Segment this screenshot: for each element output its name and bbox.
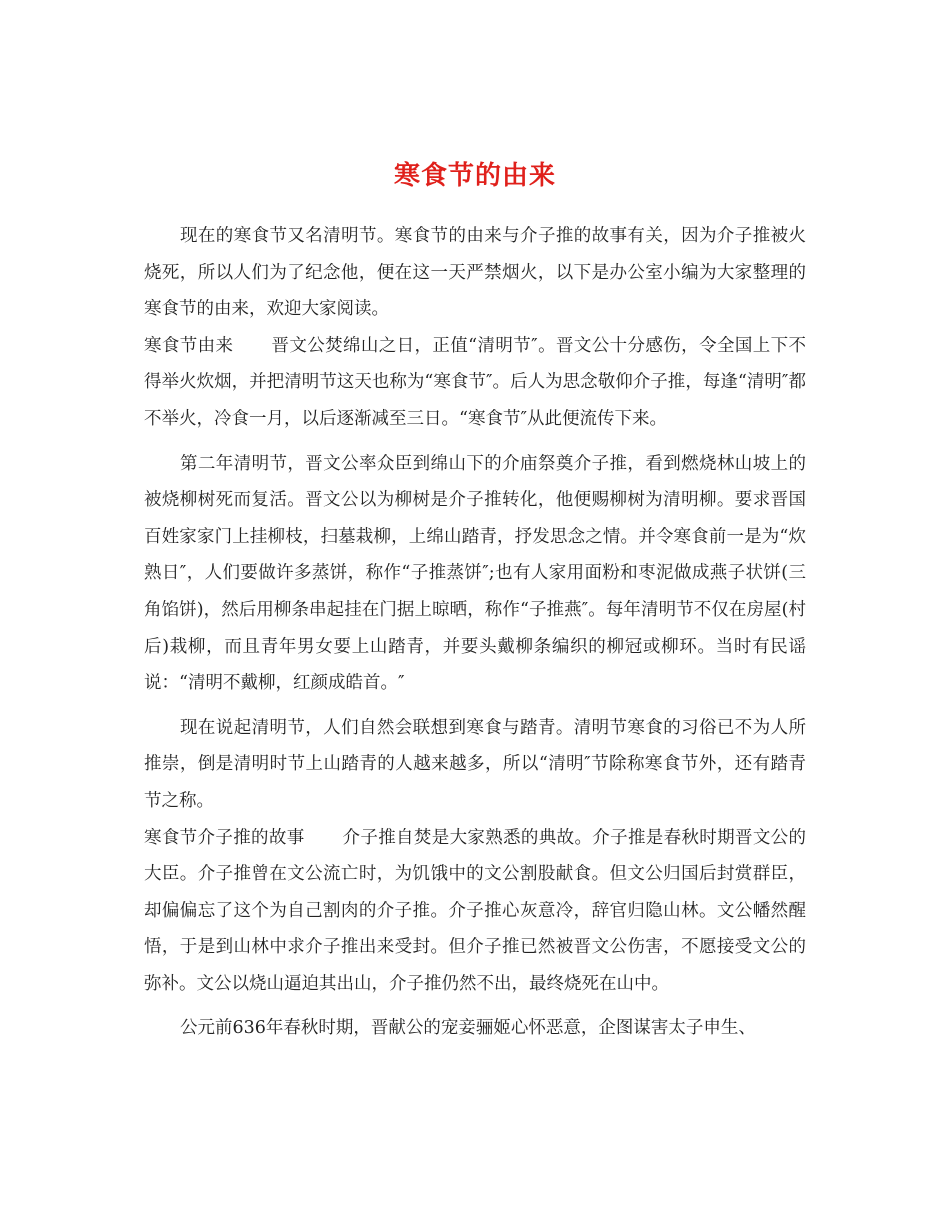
section-origin-text: 晋文公焚绵山之日，正值“清明节″。晋文公十分感伤，令全国上下不得举火炊烟，并把清明节这天也称为“寒食节″。后人为思念敬仰介子推，每逢“清明″都不举火，冷食一月，以后逐渐减至三日。“寒食节″从此便流传下来。 [144,335,807,429]
paragraph-636bc: 公元前636年春秋时期，晋献公的宠妾骊姬心怀恶意，企图谋害太子申生、 [180,1018,756,1039]
section-story-text: 介子推自焚是大家熟悉的典故。介子推是春秋时期晋文公的大臣。介子推曾在文公流亡时，为饥饿中的文公割股献食。但文公归国后封赏群臣，却偏偏忘了这个为自己割肉的介子推。介子推心灰意冷，辞官归隐山林。文公幡然醒悟，于是到山林中求介子推出来受封。但介子推已然被晋文公伤害，不愿接受文公的弥补。文公以烧山逼迫其出山，介子推仍然不出，最终烧死在山中。 [144,827,807,994]
section-story-heading: 寒食节介子推的故事 [144,827,305,848]
paragraph-second-year: 第二年清明节，晋文公率众臣到绵山下的介庙祭奠介子推，看到燃烧林山坡上的被烧柳树死而复活。晋文公以为柳树是介子推转化，他便赐柳树为清明柳。要求晋国百姓家家门上挂柳枝，扫墓栽柳，上绵山踏青，抒发思念之情。并令寒食前一是为“炊熟日″，人们要做许多蒸饼，称作“子推蒸饼″;也有人家用面粉和枣泥做成燕子状饼(三角馅饼)，然后用柳条串起挂在门据上晾晒，称作“子推燕″。每年清明节不仅在房屋(村后)栽柳，而且青年男女要上山踏青，并要头戴柳条编织的柳冠或柳环。当时有民谣说：“清明不戴柳，红颜成皓首。″ [144,453,806,694]
page-title: 寒食节的由来 [393,161,556,192]
paragraph-modern: 现在说起清明节，人们自然会联想到寒食与踏青。清明节寒食的习俗已不为人所推崇，倒是清明时节上山踏青的人越来越多，所以“清明″节除称寒食节外，还有踏青节之称。 [144,717,806,811]
section-origin-heading: 寒食节由来 [144,335,234,356]
section-origin [144,328,806,438]
section-story [144,820,806,1003]
article-body [144,218,806,1047]
intro-paragraph: 现在的寒食节又名清明节。寒食节的由来与介子推的故事有关，因为介子推被火烧死，所以人们为了纪念他，便在这一天严禁烟火，以下是办公室小编为大家整理的寒食节的由来，欢迎大家阅读。 [144,226,806,320]
